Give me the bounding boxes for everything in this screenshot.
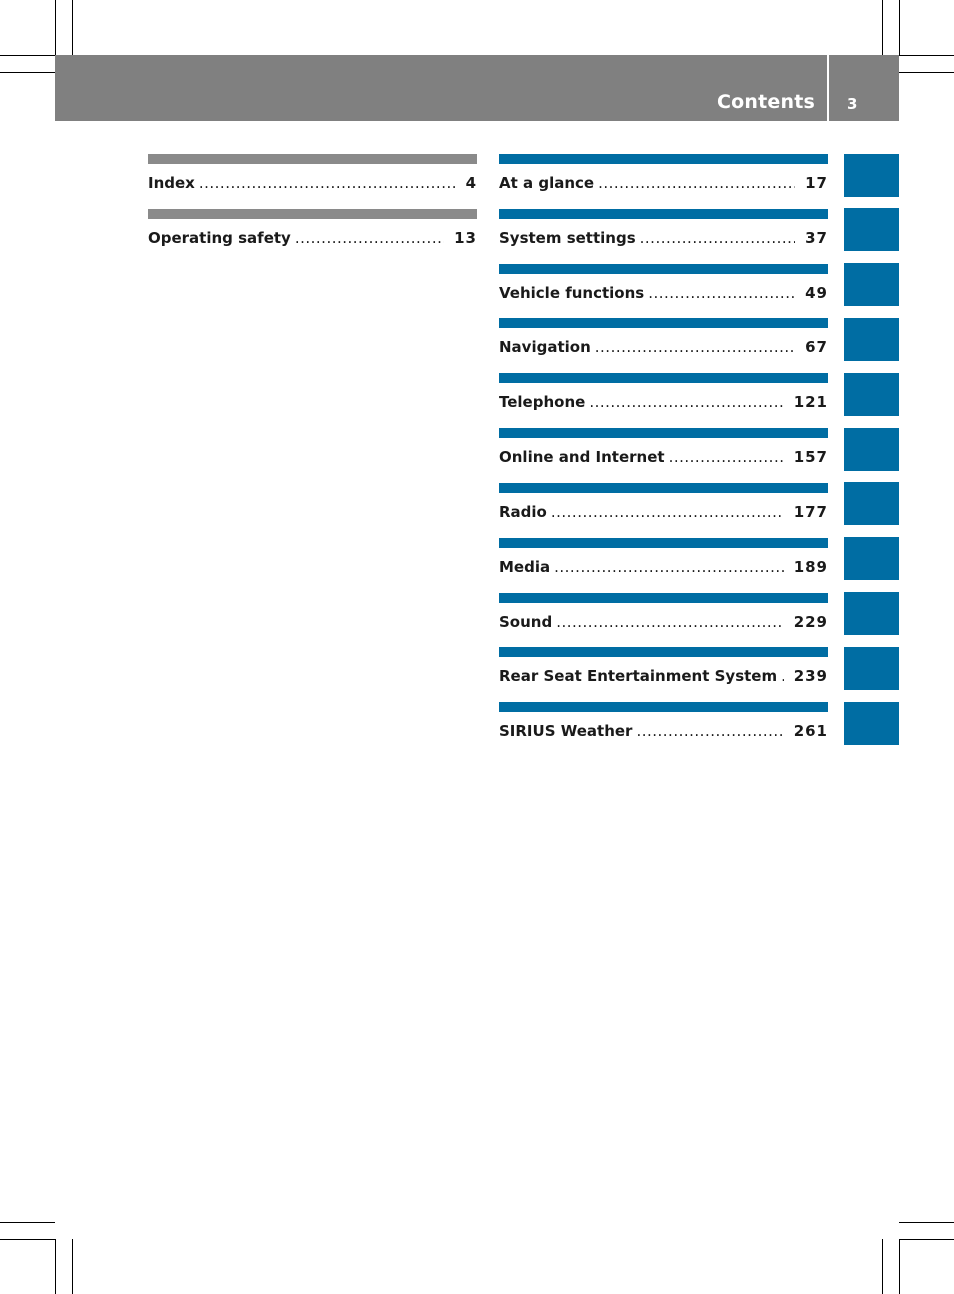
toc-entry-operating-safety[interactable] [148, 209, 477, 259]
toc-entry-telephone[interactable] [499, 373, 828, 423]
dot-leader [640, 229, 795, 247]
section-bar [499, 209, 828, 219]
thumb-tab-radio[interactable] [844, 482, 899, 525]
section-bar [499, 264, 828, 274]
toc-title: Radio [499, 503, 547, 521]
toc-page: 157 [793, 448, 828, 466]
thumb-tab-rear-seat-entertainment[interactable] [844, 647, 899, 690]
crop-mark [899, 1222, 954, 1223]
header-divider [827, 55, 829, 121]
toc-page: 239 [793, 667, 828, 685]
crop-mark [0, 72, 55, 73]
dot-leader [595, 338, 795, 356]
toc-title: Rear Seat Entertainment System [499, 667, 778, 685]
thumb-tab-media[interactable] [844, 537, 899, 580]
crop-mark [55, 1239, 56, 1294]
section-bar [499, 647, 828, 657]
crop-mark [0, 55, 55, 56]
section-bar [499, 318, 828, 328]
dot-leader [295, 229, 444, 247]
section-bar [499, 593, 828, 603]
section-bar [499, 483, 828, 493]
toc-entry-online-and-internet[interactable] [499, 428, 828, 478]
thumb-tab-sound[interactable] [844, 592, 899, 635]
toc-page: 49 [805, 284, 828, 302]
toc-page: 121 [793, 393, 828, 411]
toc-entry-sirius-weather[interactable] [499, 702, 828, 752]
toc-page: 189 [793, 558, 828, 576]
thumb-tab-online-and-internet[interactable] [844, 428, 899, 471]
crop-mark [899, 72, 954, 73]
toc-entry-navigation[interactable] [499, 318, 828, 368]
toc-entry-vehicle-functions[interactable] [499, 264, 828, 314]
toc-entry-at-a-glance[interactable] [499, 154, 828, 204]
toc-title: Vehicle functions [499, 284, 645, 302]
crop-mark [899, 1239, 954, 1240]
page-header [55, 55, 899, 121]
crop-mark [72, 1239, 73, 1294]
toc-page: 67 [805, 338, 828, 356]
section-bar [499, 373, 828, 383]
toc-title: Navigation [499, 338, 591, 356]
dot-leader [669, 448, 784, 466]
toc-entry-system-settings[interactable] [499, 209, 828, 259]
toc-title: Telephone [499, 393, 586, 411]
section-bar [148, 209, 477, 219]
section-bar [148, 154, 477, 164]
toc-entry-sound[interactable] [499, 593, 828, 643]
thumb-tab-vehicle-functions[interactable] [844, 263, 899, 306]
dot-leader [598, 174, 795, 192]
dot-leader [636, 722, 783, 740]
toc-entry-index[interactable] [148, 154, 477, 204]
toc-page: 13 [454, 229, 477, 247]
dot-leader [554, 558, 784, 576]
toc-title: Operating safety [148, 229, 291, 247]
toc-page: 177 [793, 503, 828, 521]
toc-title: SIRIUS Weather [499, 722, 633, 740]
dot-leader [589, 393, 783, 411]
page-title: Contents [716, 91, 815, 113]
section-bar [499, 428, 828, 438]
toc-title: Online and Internet [499, 448, 665, 466]
thumb-tab-at-a-glance[interactable] [844, 154, 899, 197]
section-bar [499, 702, 828, 712]
crop-mark [0, 1239, 55, 1240]
crop-mark [899, 55, 954, 56]
toc-page: 4 [465, 174, 477, 192]
section-bar [499, 538, 828, 548]
crop-mark [55, 0, 56, 55]
crop-mark [899, 1239, 900, 1294]
crop-mark [882, 0, 883, 55]
dot-leader [556, 613, 783, 631]
toc-page: 17 [805, 174, 828, 192]
toc-entry-rear-seat-entertainment[interactable] [499, 647, 828, 697]
toc-title: System settings [499, 229, 636, 247]
crop-mark [72, 0, 73, 55]
toc-title: At a glance [499, 174, 595, 192]
dot-leader [199, 174, 456, 192]
thumb-tab-system-settings[interactable] [844, 208, 899, 251]
page-number: 3 [847, 95, 858, 113]
dot-leader [551, 503, 784, 521]
toc-entry-media[interactable] [499, 538, 828, 588]
toc-page: 37 [805, 229, 828, 247]
thumb-tab-sirius-weather[interactable] [844, 702, 899, 745]
toc-title: Media [499, 558, 551, 576]
toc-page: 261 [793, 722, 828, 740]
dot-leader [648, 284, 795, 302]
toc-title: Sound [499, 613, 553, 631]
crop-mark [882, 1239, 883, 1294]
thumb-tab-navigation[interactable] [844, 318, 899, 361]
crop-mark [0, 1222, 55, 1223]
toc-title: Index [148, 174, 195, 192]
toc-page: 229 [793, 613, 828, 631]
thumb-tab-telephone[interactable] [844, 373, 899, 416]
toc-entry-radio[interactable] [499, 483, 828, 533]
crop-mark [899, 0, 900, 55]
section-bar [499, 154, 828, 164]
